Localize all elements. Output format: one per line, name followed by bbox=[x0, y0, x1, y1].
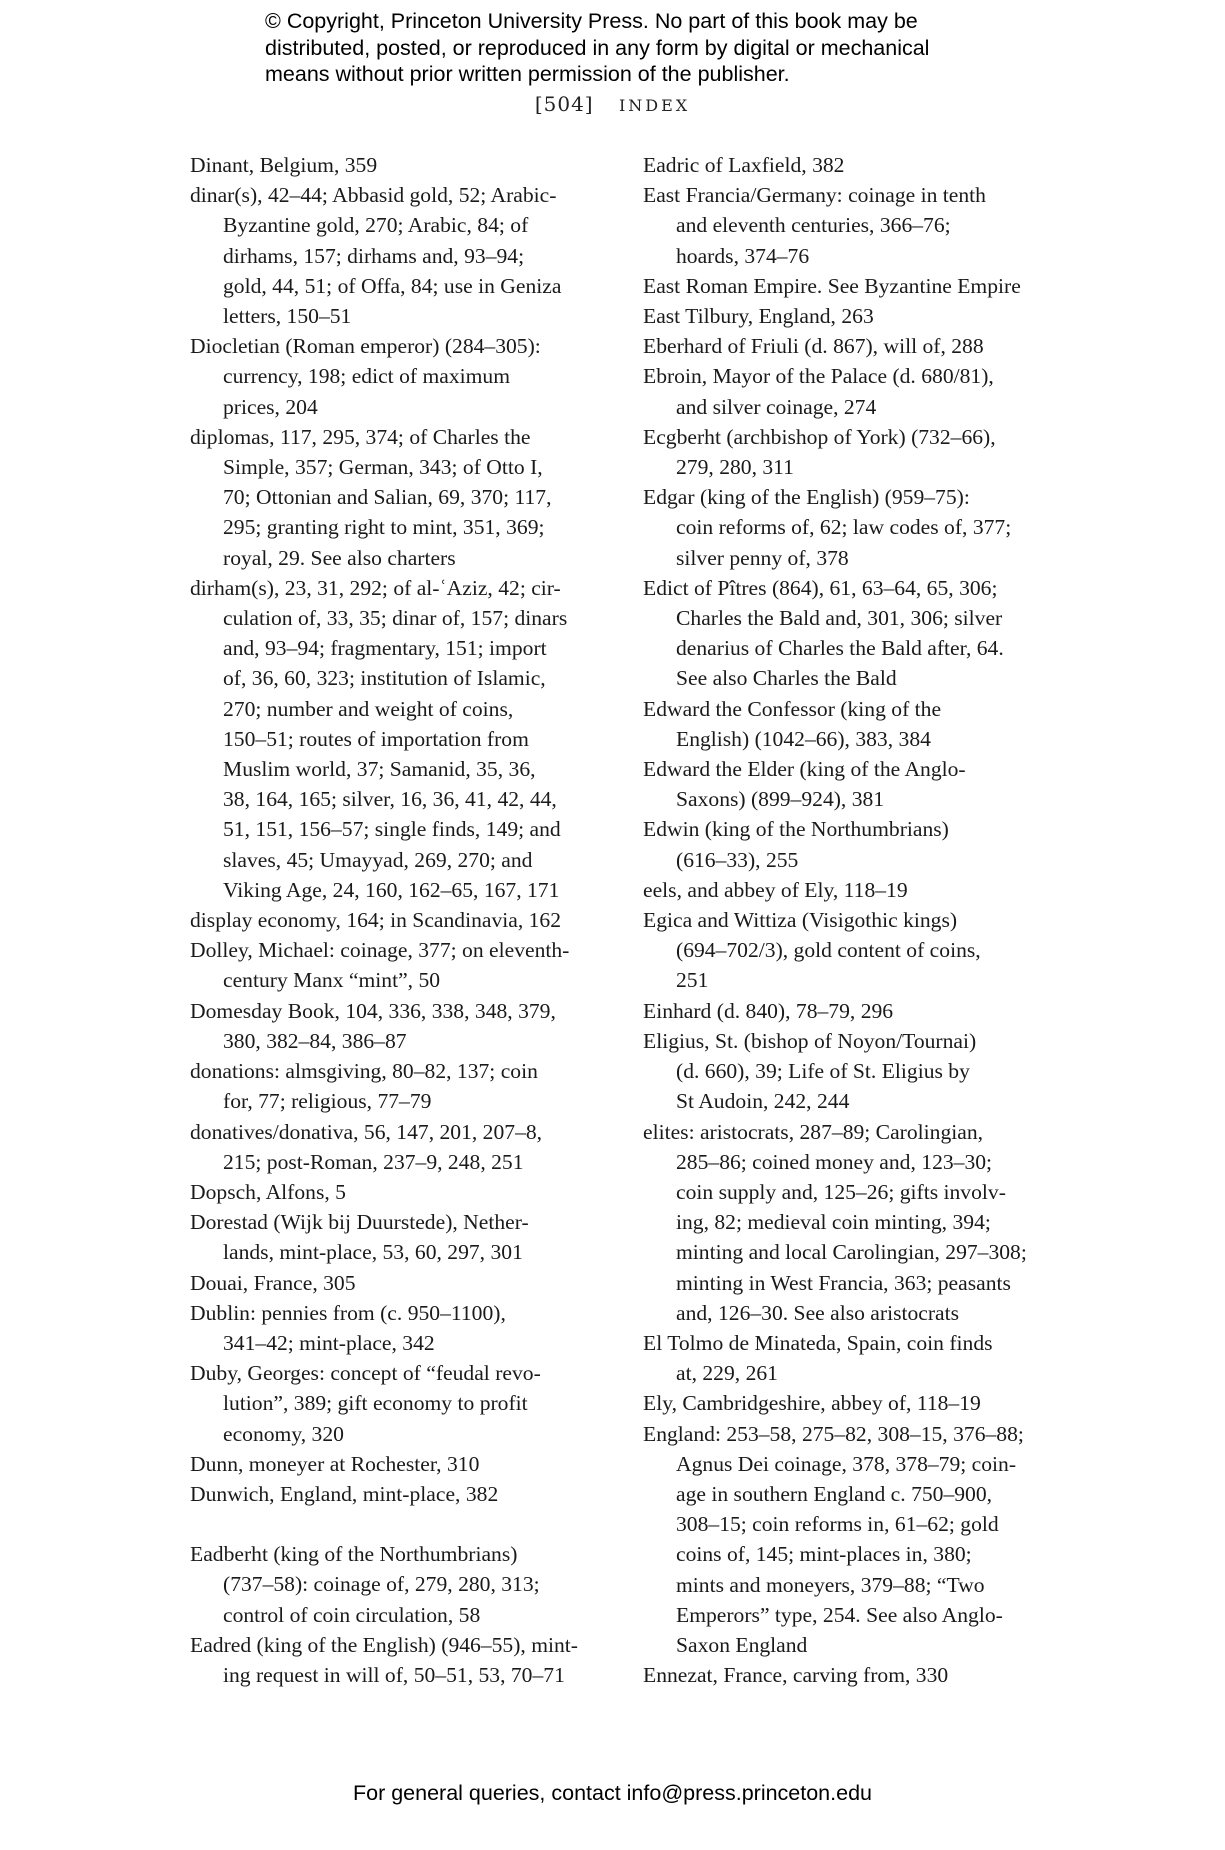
index-entry-continuation: ing request in will of, 50–51, 53, 70–71 bbox=[223, 1662, 565, 1687]
index-entry-continuation: Agnus Dei coinage, 378, 378–79; coin- bbox=[676, 1451, 1017, 1476]
index-entry-continuation: dirhams, 157; dirhams and, 93–94; bbox=[223, 243, 525, 268]
index-entry-continuation: coin supply and, 125–26; gifts involv- bbox=[676, 1179, 1006, 1204]
index-entry bbox=[643, 1328, 1063, 1388]
index-entry-continuation: currency, 198; edict of maximum bbox=[223, 364, 511, 389]
index-entry-line: Eligius, St. (bishop of Noyon/Tournai) bbox=[643, 1028, 977, 1053]
index-entry-continuation: coin reforms of, 62; law codes of, 377; bbox=[676, 515, 1012, 540]
index-entry-continuation: Byzantine gold, 270; Arabic, 84; of bbox=[223, 213, 529, 238]
index-entry-continuation: Simple, 357; German, 343; of Otto I, bbox=[223, 455, 543, 480]
index-entry-line: Ennezat, France, carving from, 330 bbox=[643, 1663, 949, 1688]
index-entry-line: East Tilbury, England, 263 bbox=[643, 304, 874, 329]
index-entry bbox=[190, 150, 605, 180]
index-entry bbox=[643, 482, 1063, 573]
index-entry-continuation: See also Charles the Bald bbox=[676, 666, 897, 691]
index-entry bbox=[643, 1419, 1063, 1661]
index-entry bbox=[190, 422, 605, 573]
index-entry-line: England: 253–58, 275–82, 308–15, 376–88; bbox=[643, 1421, 1024, 1446]
index-entry-line: East Roman Empire. See Byzantine Empire bbox=[643, 273, 1021, 298]
index-entry-continuation: 279, 280, 311 bbox=[676, 455, 794, 480]
copyright-notice bbox=[265, 8, 1025, 88]
index-entry-continuation: slaves, 45; Umayyad, 269, 270; and bbox=[223, 847, 533, 872]
index-entry-continuation: lution”, 389; gift economy to profit bbox=[223, 1391, 528, 1416]
index-entry bbox=[190, 1117, 605, 1177]
index-entry-line: Einhard (d. 840), 78–79, 296 bbox=[643, 998, 894, 1023]
index-entry-continuation: 51, 151, 156–57; single finds, 149; and bbox=[223, 817, 561, 842]
index-entry-continuation: for, 77; religious, 77–79 bbox=[223, 1089, 432, 1114]
index-entry-line: Ebroin, Mayor of the Palace (d. 680/81), bbox=[643, 364, 994, 389]
index-entry-line: Egica and Wittiza (Visigothic kings) bbox=[643, 908, 958, 933]
index-entry-line: Eberhard of Friuli (d. 867), will of, 288 bbox=[643, 334, 984, 359]
index-entry bbox=[190, 1298, 605, 1358]
index-entry-continuation: control of coin circulation, 58 bbox=[223, 1602, 481, 1627]
index-entry-continuation: and, 93–94; fragmentary, 151; import bbox=[223, 636, 547, 661]
index-entry-continuation: English) (1042–66), 383, 384 bbox=[676, 726, 931, 751]
index-entry-line: display economy, 164; in Scandinavia, 162 bbox=[190, 908, 562, 933]
index-entry-line: Dunn, moneyer at Rochester, 310 bbox=[190, 1451, 480, 1476]
index-entry bbox=[190, 180, 605, 331]
index-entry-continuation: (737–58): coinage of, 279, 280, 313; bbox=[223, 1572, 540, 1597]
index-entry bbox=[643, 905, 1063, 996]
index-entry-line: dinar(s), 42–44; Abbasid gold, 52; Arabic- bbox=[190, 183, 557, 208]
index-entry bbox=[190, 1539, 605, 1630]
index-entry bbox=[643, 361, 1063, 421]
copyright-line: distributed, posted, or reproduced in any form by digital or mechanical bbox=[265, 35, 930, 60]
index-entry-continuation: (694–702/3), gold content of coins, bbox=[676, 938, 981, 963]
index-entry-line: Dunwich, England, mint-place, 382 bbox=[190, 1481, 499, 1506]
index-entry-line: El Tolmo de Minateda, Spain, coin finds bbox=[643, 1330, 993, 1355]
index-entry-continuation: and eleventh centuries, 366–76; bbox=[676, 213, 951, 238]
index-entry-continuation: coins of, 145; mint-places in, 380; bbox=[676, 1542, 972, 1567]
index-entry-line: Edward the Confessor (king of the bbox=[643, 696, 942, 721]
index-entry-continuation: of, 36, 60, 323; institution of Islamic, bbox=[223, 666, 546, 691]
index-entry bbox=[643, 814, 1063, 874]
index-entry bbox=[643, 1660, 1063, 1690]
index-entry bbox=[643, 1388, 1063, 1418]
index-entry-line: Dublin: pennies from (c. 950–1100), bbox=[190, 1300, 506, 1325]
index-entry-continuation: economy, 320 bbox=[223, 1421, 344, 1446]
index-entry-line: Domesday Book, 104, 336, 338, 348, 379, bbox=[190, 998, 556, 1023]
index-entry-continuation: (d. 660), 39; Life of St. Eligius by bbox=[676, 1059, 970, 1084]
index-entry-continuation: mints and moneyers, 379–88; “Two bbox=[676, 1572, 985, 1597]
index-entry bbox=[643, 1117, 1063, 1328]
index-entry-continuation: at, 229, 261 bbox=[676, 1361, 778, 1386]
index-entry bbox=[643, 331, 1063, 361]
index-entry bbox=[643, 422, 1063, 482]
index-entry-continuation: prices, 204 bbox=[223, 394, 318, 419]
index-entry bbox=[190, 1630, 605, 1690]
index-entry-line: Dinant, Belgium, 359 bbox=[190, 153, 378, 177]
index-entry-continuation: and silver coinage, 274 bbox=[676, 394, 877, 419]
index-entry bbox=[190, 935, 605, 995]
index-entry-continuation: 251 bbox=[676, 968, 709, 993]
index-entry bbox=[643, 996, 1063, 1026]
index-entry-line: Duby, Georges: concept of “feudal revo- bbox=[190, 1361, 541, 1386]
index-entry-line: Eadred (king of the English) (946–55), mint- bbox=[190, 1632, 579, 1657]
index-entry-continuation: and, 126–30. See also aristocrats bbox=[676, 1300, 960, 1325]
running-head bbox=[0, 92, 1225, 116]
index-entry-line: Ecgberht (archbishop of York) (732–66), bbox=[643, 424, 996, 449]
index-entry-line: dirham(s), 23, 31, 292; of al-ʿAziz, 42; cir- bbox=[190, 575, 561, 600]
index-entry-line: Eadric of Laxfield, 382 bbox=[643, 153, 845, 177]
index-entry bbox=[643, 150, 1063, 180]
index-entry-line: Dolley, Michael: coinage, 377; on eleventh- bbox=[190, 938, 570, 963]
index-entry bbox=[190, 996, 605, 1056]
index-entry-line: East Francia/Germany: coinage in tenth bbox=[643, 183, 986, 208]
index-entry bbox=[643, 875, 1063, 905]
index-entry bbox=[190, 1056, 605, 1116]
index-entry-continuation: royal, 29. See also charters bbox=[223, 545, 456, 570]
index-entry-continuation: 380, 382–84, 386–87 bbox=[223, 1028, 407, 1053]
index-entry bbox=[190, 1358, 605, 1449]
copyright-line: means without prior written permission of the publisher. bbox=[265, 62, 790, 86]
index-entry bbox=[643, 271, 1063, 301]
index-column-right bbox=[643, 150, 1063, 1690]
index-entry bbox=[643, 1026, 1063, 1117]
index-entry bbox=[190, 1177, 605, 1207]
index-entry bbox=[190, 331, 605, 422]
index-entry bbox=[190, 1268, 605, 1298]
index-entry-continuation: Saxon England bbox=[676, 1632, 808, 1657]
index-entry-continuation: denarius of Charles the Bald after, 64. bbox=[676, 636, 1004, 661]
index-entry-line: eels, and abbey of Ely, 118–19 bbox=[643, 877, 908, 902]
index-entry-line: donatives/donativa, 56, 147, 201, 207–8, bbox=[190, 1119, 543, 1144]
index-entry bbox=[643, 301, 1063, 331]
index-entry-line: elites: aristocrats, 287–89; Carolingian, bbox=[643, 1119, 984, 1144]
index-entry-continuation: 285–86; coined money and, 123–30; bbox=[676, 1149, 993, 1174]
index-entry bbox=[643, 694, 1063, 754]
index-entry-continuation: century Manx “mint”, 50 bbox=[223, 968, 441, 993]
index-entry-continuation: Saxons) (899–924), 381 bbox=[676, 787, 885, 812]
index-entry-line: Ely, Cambridgeshire, abbey of, 118–19 bbox=[643, 1391, 981, 1416]
section-title: INDEX bbox=[618, 96, 691, 115]
index-entry bbox=[190, 1449, 605, 1479]
index-entry-continuation: Viking Age, 24, 160, 162–65, 167, 171 bbox=[223, 877, 560, 902]
page-number: [504] bbox=[534, 92, 594, 116]
index-entry-continuation: minting and local Carolingian, 297–308; bbox=[676, 1240, 1027, 1265]
index-entry-line: Edwin (king of the Northumbrians) bbox=[643, 817, 949, 842]
index-entry bbox=[190, 573, 605, 905]
index-entry-continuation: 308–15; coin reforms in, 61–62; gold bbox=[676, 1512, 999, 1537]
index-entry-continuation: 38, 164, 165; silver, 16, 36, 41, 42, 44, bbox=[223, 787, 557, 812]
index-entry-line: Diocletian (Roman emperor) (284–305): bbox=[190, 334, 541, 359]
index-entry-continuation: Muslim world, 37; Samanid, 35, 36, bbox=[223, 757, 536, 782]
index-entry bbox=[190, 1207, 605, 1267]
index-entry-line: Dorestad (Wijk bij Duurstede), Nether- bbox=[190, 1210, 529, 1235]
index-entry-continuation: silver penny of, 378 bbox=[676, 545, 849, 570]
index-entry-continuation: Emperors” type, 254. See also Anglo- bbox=[676, 1602, 1003, 1627]
index-entry-continuation: 150–51; routes of importation from bbox=[223, 726, 529, 751]
index-entry-continuation: letters, 150–51 bbox=[223, 304, 352, 329]
index-entry bbox=[643, 754, 1063, 814]
footer-contact: For general queries, contact info@press.princeton.edu bbox=[352, 1781, 872, 1805]
index-entry-continuation: 215; post-Roman, 237–9, 248, 251 bbox=[223, 1149, 524, 1174]
index-entry-continuation: ing, 82; medieval coin minting, 394; bbox=[676, 1210, 991, 1235]
index-column-left bbox=[190, 150, 605, 1690]
index-entry-continuation: 295; granting right to mint, 351, 369; bbox=[223, 515, 545, 540]
index-entry-continuation: (616–33), 255 bbox=[676, 847, 799, 872]
index-entry-line: Edgar (king of the English) (959–75): bbox=[643, 485, 970, 510]
index-entry-continuation: 270; number and weight of coins, bbox=[223, 696, 514, 721]
letter-group-gap bbox=[190, 1509, 605, 1539]
index-entry bbox=[643, 573, 1063, 694]
index-entry-line: donations: almsgiving, 80–82, 137; coin bbox=[190, 1059, 538, 1084]
index-entry-continuation: Charles the Bald and, 301, 306; silver bbox=[676, 606, 1003, 631]
index-entry-line: Edward the Elder (king of the Anglo- bbox=[643, 757, 966, 782]
index-entry bbox=[190, 905, 605, 935]
index-entry-continuation: lands, mint-place, 53, 60, 297, 301 bbox=[223, 1240, 523, 1265]
index-entry-continuation: hoards, 374–76 bbox=[676, 243, 810, 268]
index-entry-continuation: 70; Ottonian and Salian, 69, 370; 117, bbox=[223, 485, 552, 510]
copyright-line: © Copyright, Princeton University Press. No part of this book may be bbox=[265, 9, 918, 33]
index-entry-line: Dopsch, Alfons, 5 bbox=[190, 1179, 346, 1204]
index-entry-continuation: gold, 44, 51; of Offa, 84; use in Geniza bbox=[223, 273, 562, 298]
index-entry-continuation: 341–42; mint-place, 342 bbox=[223, 1330, 435, 1355]
index-entry bbox=[190, 1479, 605, 1509]
index-entry-continuation: minting in West Francia, 363; peasants bbox=[676, 1270, 1011, 1295]
index-entry-line: diplomas, 117, 295, 374; of Charles the bbox=[190, 424, 531, 449]
index-entry-continuation: culation of, 33, 35; dinar of, 157; dinars bbox=[223, 606, 568, 631]
index-entry-line: Edict of Pîtres (864), 61, 63–64, 65, 306; bbox=[643, 575, 998, 600]
index-entry-continuation: age in southern England c. 750–900, bbox=[676, 1481, 993, 1506]
index-entry-line: Eadberht (king of the Northumbrians) bbox=[190, 1542, 518, 1567]
index-entry-line: Douai, France, 305 bbox=[190, 1270, 356, 1295]
index-entry bbox=[643, 180, 1063, 271]
index-entry-continuation: St Audoin, 242, 244 bbox=[676, 1089, 850, 1114]
